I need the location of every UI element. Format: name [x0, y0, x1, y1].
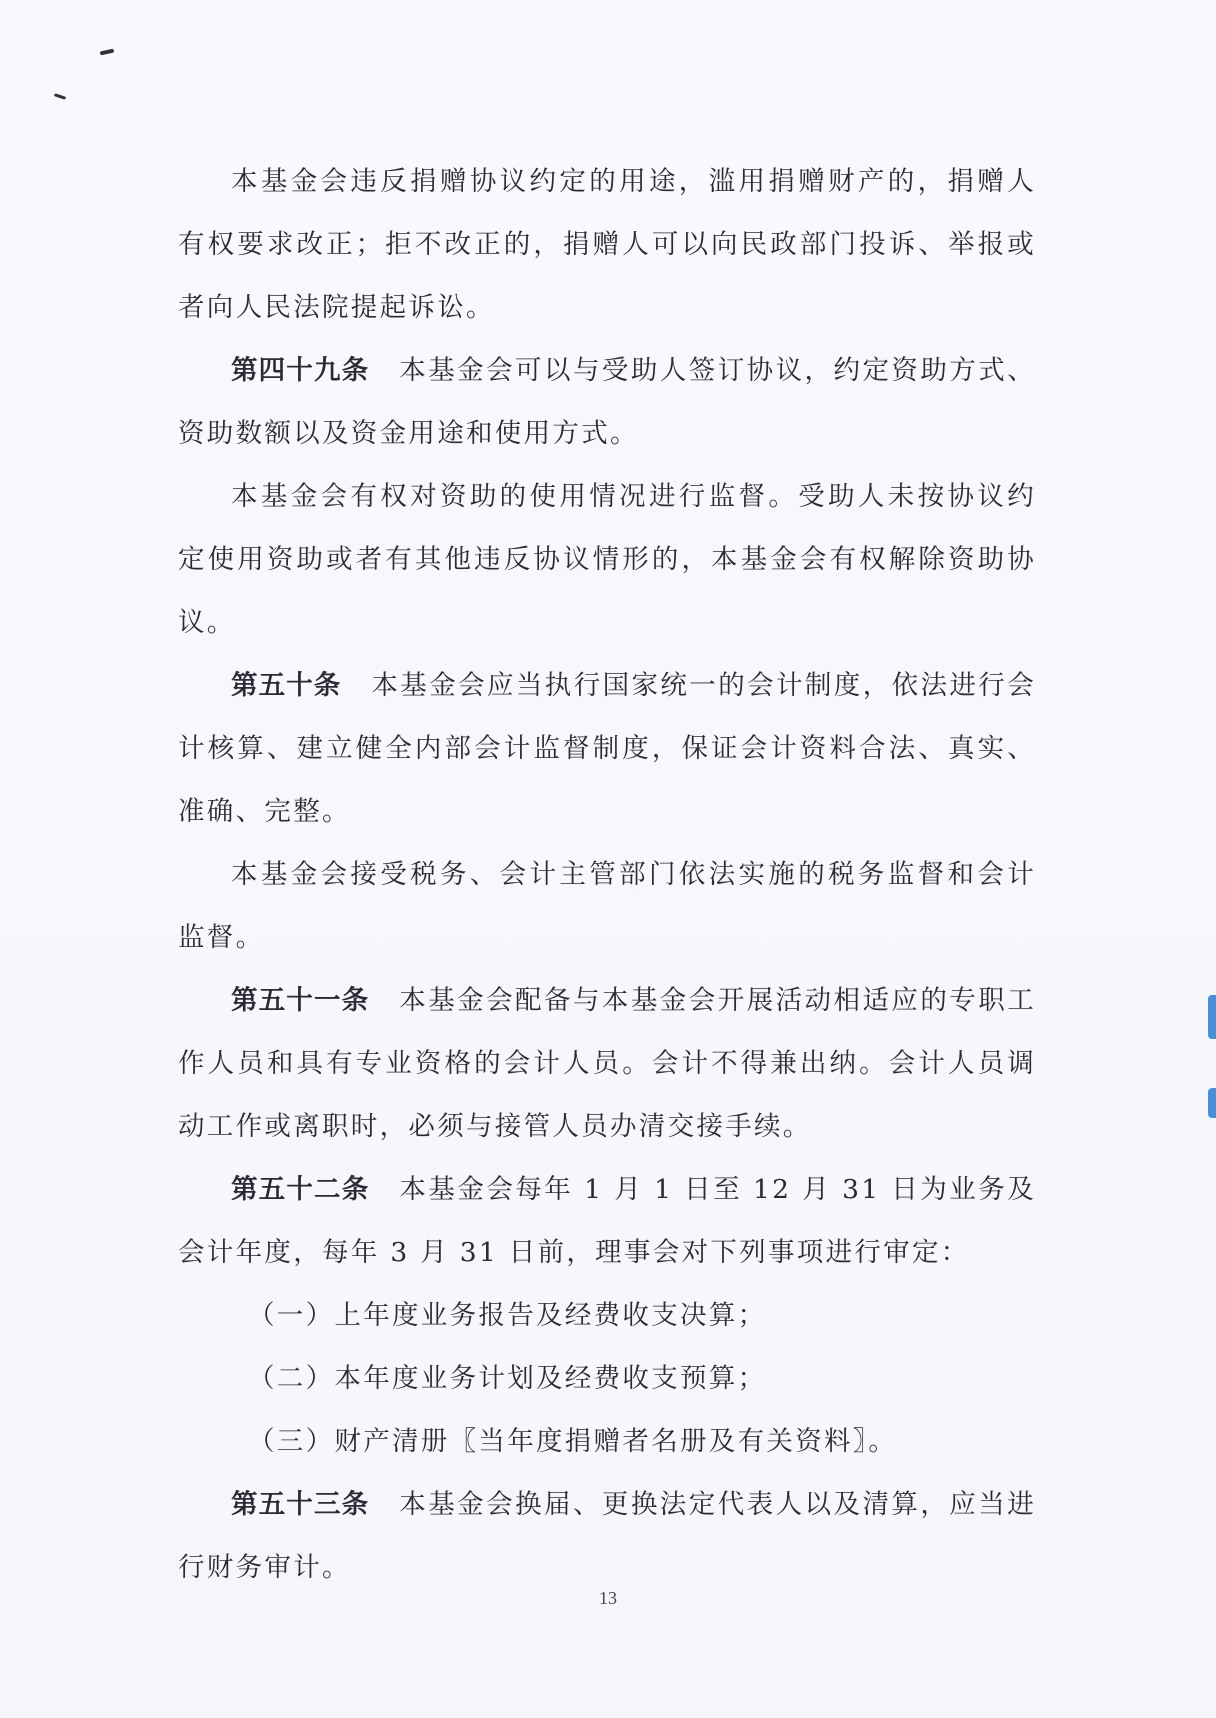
- page-number: 13: [599, 1588, 617, 1608]
- list-item: （三）财产清册〖当年度捐赠者名册及有关资料〗。: [248, 1426, 898, 1457]
- scan-speck: [54, 93, 66, 100]
- article-text: 本基金会每年 1 月 1 日至 12 月 31 日为业务及会计年度，每年 3 月 31 日前，理事会对下列事项进行审定：: [178, 1174, 1037, 1268]
- article-text: 本基金会可以与受助人签订协议，约定资助方式、资助数额以及资金用途和使用方式。: [178, 355, 1036, 449]
- paragraph-text: 本基金会接受税务、会计主管部门依法实施的税务监督和会计监督。: [178, 859, 1036, 953]
- list-item: （一）上年度业务报告及经费收支决算；: [248, 1300, 767, 1331]
- paragraph-text: 本基金会有权对资助的使用情况进行监督。受助人未按协议约定使用资助或者有其他违反协议情形的，本基金会有权解除资助协议。: [178, 481, 1036, 638]
- article-52: [178, 1158, 1036, 1284]
- document-body: [178, 150, 1036, 1599]
- paragraph: [178, 150, 1036, 339]
- paragraph: [178, 843, 1036, 969]
- paragraph-text: 本基金会违反捐赠协议约定的用途，滥用捐赠财产的，捐赠人有权要求改正；拒不改正的，捐赠人可以向民政部门投诉、举报或者向人民法院提起诉讼。: [178, 166, 1036, 323]
- paragraph: [178, 465, 1036, 654]
- edge-blue-mark: [1208, 1088, 1216, 1118]
- article-text: 本基金会应当执行国家统一的会计制度，依法进行会计核算、建立健全内部会计监督制度，保证会计资料合法、真实、准确、完整。: [178, 670, 1037, 827]
- article-heading: 第五十一条: [231, 985, 370, 1016]
- article-50: [178, 654, 1036, 843]
- article-heading: 第四十九条: [231, 355, 370, 386]
- article-heading: 第五十三条: [231, 1489, 370, 1520]
- article-51: [178, 969, 1036, 1158]
- article-text: 本基金会换届、更换法定代表人以及清算，应当进行财务审计。: [178, 1489, 1036, 1583]
- list-item: （二）本年度业务计划及经费收支预算；: [248, 1363, 767, 1394]
- article-49: [178, 339, 1036, 465]
- article-text: 本基金会配备与本基金会开展活动相适应的专职工作人员和具有专业资格的会计人员。会计不得兼出纳。会计人员调动工作或离职时，必须与接管人员办清交接手续。: [178, 985, 1036, 1142]
- article-53: [178, 1473, 1036, 1599]
- article-heading: 第五十条: [231, 670, 342, 701]
- edge-blue-mark: [1208, 995, 1216, 1039]
- scan-speck: [100, 49, 115, 56]
- article-heading: 第五十二条: [231, 1174, 370, 1205]
